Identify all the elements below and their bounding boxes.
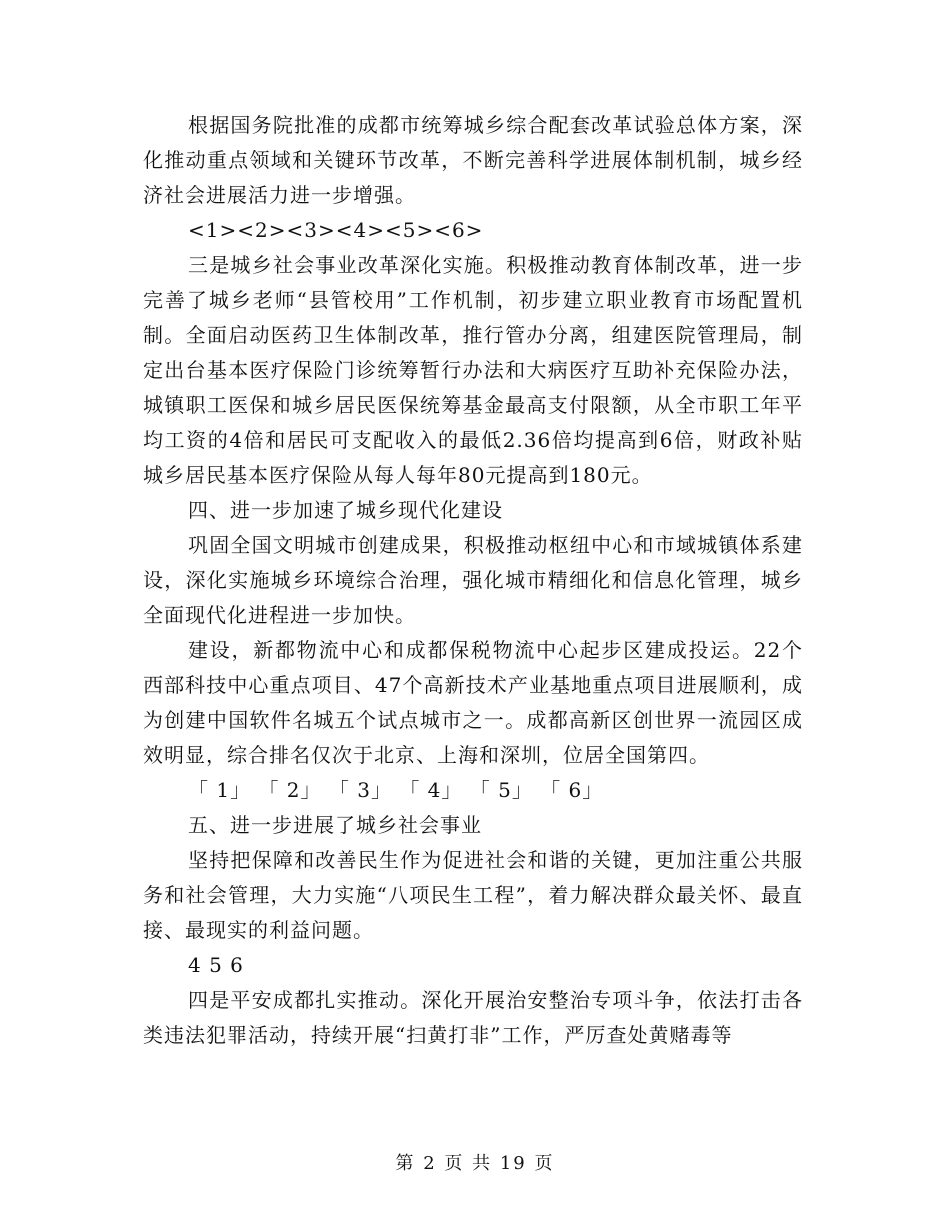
paragraph-reform-plan: 根据国务院批准的成都市统筹城乡综合配套改革试验总体方案，深化推动重点领域和关键环节改革，不断完善科学进展体制机制，城乡经济社会进展活力进一步增强。 (143, 113, 803, 207)
document-body (143, 108, 803, 1053)
paragraph-civilized-city: 巩固全国文明城市创建成果，积极推动枢纽中心和市域城镇体系建设，深化实施城乡环境综合治理，强化城市精细化和信息化管理，城乡全面现代化进程进一步加快。 (143, 533, 803, 627)
page-footer: 第 2 页 共 19 页 (395, 1153, 555, 1174)
paragraph-number-markers: 4 5 6 (188, 953, 244, 977)
section-heading-social-affairs: 五、进一步进展了城乡社会事业 (188, 813, 482, 837)
paragraph-livelihood: 坚持把保障和改善民生作为促进社会和谐的关键，更加注重公共服务和社会管理，大力实施“八项民生工程”，着力解决群众最关怀、最直接、最现实的利益问题。 (143, 848, 803, 942)
paragraph-list-markers: <1><2><3><4><5><6> (188, 218, 484, 242)
paragraph-bracket-markers: 「 1」 「 2」 「 3」 「 4」 「 5」 「 6」 (188, 778, 604, 802)
paragraph-social-reform: 三是城乡社会事业改革深化实施。积极推动教育体制改革，进一步完善了城乡老师“县管校用”工作机制，初步建立职业教育市场配置机制。全面启动医药卫生体制改革，推行管办分离，组建医院管理局，制定出台基本医疗保险门诊统筹暂行办法和大病医疗互助补充保险办法，城镇职工医保和城乡居民医保统筹基金最高支付限额，从全市职工年平均工资的4倍和居民可支配收入的最低2.36倍均提高到6倍，财政补贴城乡居民基本医疗保险从每人每年80元提高到180元。 (143, 253, 803, 487)
paragraph-safe-chengdu: 四是平安成都扎实推动。深化开展治安整治专项斗争，依法打击各类违法犯罪活动，持续开展“扫黄打非”工作，严厉查处黄赌毒等 (143, 988, 803, 1047)
paragraph-logistics-tech: 建设，新都物流中心和成都保税物流中心起步区建成投运。22个西部科技中心重点项目、47个高新技术产业基地重点项目进展顺利，成为创建中国软件名城五个试点城市之一。成都高新区创世界一流园区成效明显，综合排名仅次于北京、上海和深圳，位居全国第四。 (143, 638, 803, 767)
section-heading-modernization: 四、进一步加速了城乡现代化建设 (188, 498, 503, 522)
